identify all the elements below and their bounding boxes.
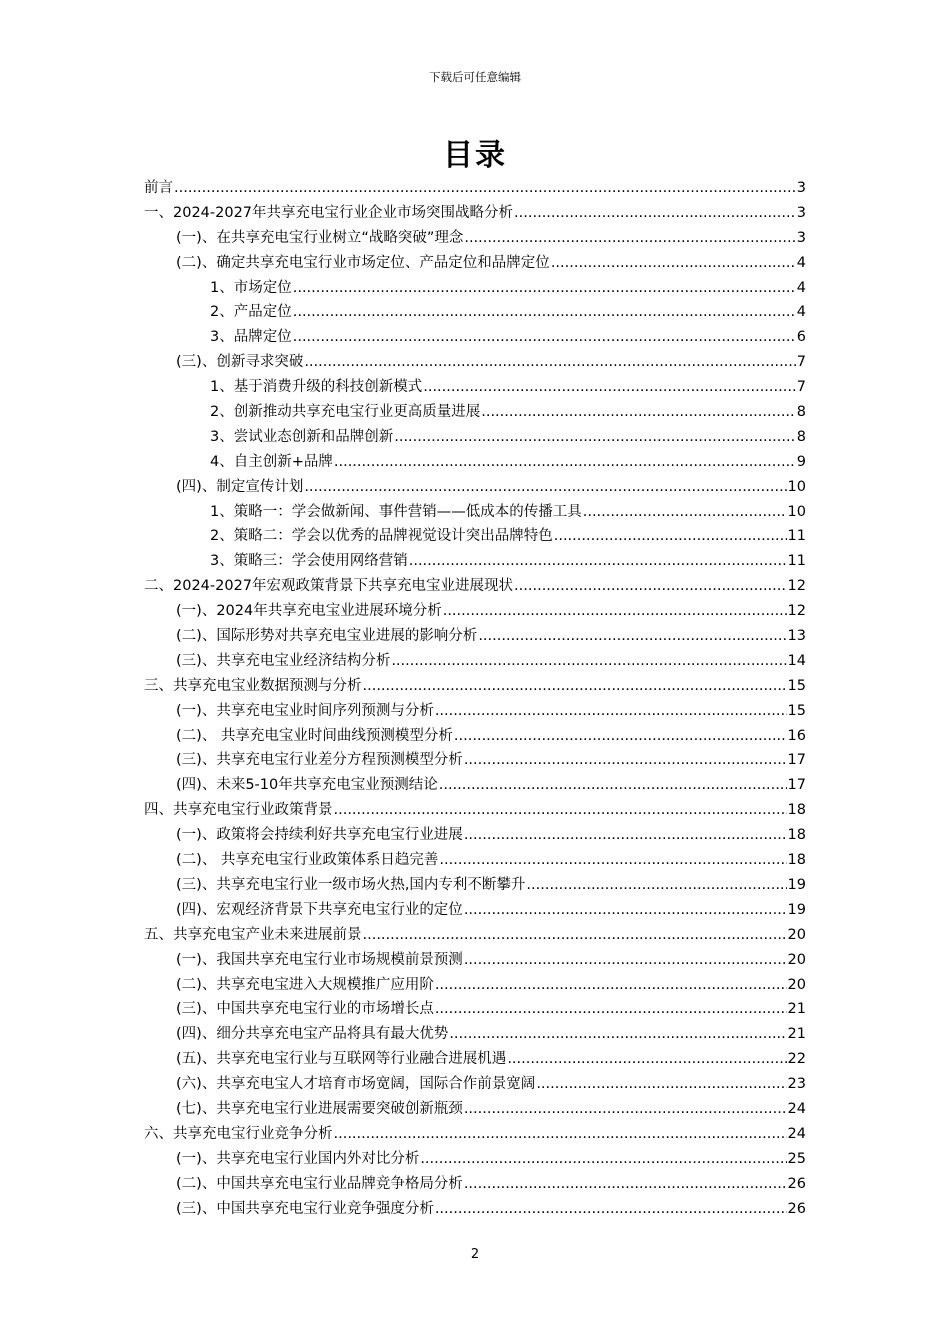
toc-entry-page: 19	[787, 876, 806, 893]
toc-entry-page: 8	[796, 404, 806, 421]
toc-entry[interactable]	[144, 973, 806, 998]
toc-entry-page: 4	[796, 279, 806, 296]
toc-entry[interactable]	[144, 748, 806, 773]
toc-entry[interactable]	[144, 624, 806, 649]
toc-entry-label: (一)、2024年共享充电宝业进展环境分析	[176, 603, 442, 620]
toc-leader-dots	[449, 1026, 786, 1042]
toc-leader-dots	[507, 1051, 786, 1067]
toc-entry-page: 13	[787, 628, 806, 645]
toc-entry-label: 4、自主创新+品牌	[210, 453, 333, 470]
toc-entry-page: 15	[787, 702, 806, 719]
toc-entry-label: (三)、共享充电宝行业差分方程预测模型分析	[176, 752, 463, 769]
toc-leader-dots	[174, 180, 796, 196]
toc-entry[interactable]	[144, 425, 806, 450]
toc-entry[interactable]	[144, 898, 806, 923]
toc-leader-dots	[304, 354, 795, 370]
toc-entry-page: 3	[796, 229, 806, 246]
toc-entry-page: 20	[787, 926, 806, 943]
toc-leader-dots	[394, 429, 796, 445]
toc-entry-label: 前言	[144, 180, 173, 196]
toc-entry-label: 二、2024-2027年宏观政策背景下共享充电宝业进展现状	[144, 578, 514, 595]
toc-leader-dots	[554, 528, 787, 544]
toc-entry-label: (三)、中国共享充电宝行业的市场增长点	[176, 1001, 434, 1018]
toc-entry-label: (七)、共享充电宝行业进展需要突破创新瓶颈	[176, 1100, 463, 1117]
toc-entry[interactable]	[144, 549, 806, 574]
toc-leader-dots	[363, 678, 787, 694]
toc-leader-dots	[464, 827, 787, 843]
toc-entry[interactable]	[144, 500, 806, 525]
toc-entry-page: 18	[787, 802, 806, 819]
toc-entry[interactable]	[144, 773, 806, 798]
page-number: 2	[470, 1247, 480, 1262]
toc-leader-dots	[293, 280, 796, 296]
toc-entry-page: 21	[787, 1026, 806, 1043]
toc-leader-dots	[334, 1126, 787, 1142]
toc-entry[interactable]	[144, 475, 806, 500]
toc-leader-dots	[464, 902, 787, 918]
toc-leader-dots	[464, 952, 787, 968]
toc-entry-label: 2、创新推动共享充电宝行业更高质量进展	[210, 404, 481, 421]
toc-entry[interactable]	[144, 1097, 806, 1122]
toc-entry[interactable]	[144, 848, 806, 873]
toc-entry-page: 20	[787, 951, 806, 968]
toc-entry-label: 2、策略二：学会以优秀的品牌视觉设计突出品牌特色	[210, 528, 553, 545]
toc-entry[interactable]	[144, 400, 806, 425]
toc-entry-page: 17	[787, 752, 806, 769]
toc-entry-label: (二)、 共享充电宝业时间曲线预测模型分析	[176, 727, 453, 744]
toc-entry[interactable]	[144, 350, 806, 375]
toc-entry[interactable]	[144, 798, 806, 823]
toc-leader-dots	[464, 752, 787, 768]
toc-entry[interactable]	[144, 948, 806, 973]
toc-entry-page: 18	[787, 827, 806, 844]
toc-entry[interactable]	[144, 1197, 806, 1222]
toc-entry-page: 4	[796, 254, 806, 271]
toc-leader-dots	[435, 977, 787, 993]
toc-entry-page: 26	[787, 1200, 806, 1217]
toc-entry-page: 25	[787, 1150, 806, 1167]
toc-entry-label: 3、尝试业态创新和品牌创新	[210, 428, 394, 445]
toc-entry[interactable]	[144, 997, 806, 1022]
toc-leader-dots	[514, 578, 787, 594]
toc-entry-label: 四、共享充电宝行业政策背景	[144, 802, 333, 819]
toc-entry-label: (四)、细分共享充电宝产品将具有最大优势	[176, 1026, 449, 1043]
toc-leader-dots	[420, 1151, 786, 1167]
toc-entry-page: 15	[787, 677, 806, 694]
toc-entry-label: 一、2024-2027年共享充电宝行业企业市场突围战略分析	[144, 204, 514, 221]
toc-entry[interactable]	[144, 1047, 806, 1072]
toc-entry-label: (三)、创新寻求突破	[176, 354, 304, 371]
toc-entry[interactable]	[144, 574, 806, 599]
toc-entry-label: (一)、在共享充电宝行业树立“战略突破”理念	[176, 229, 464, 246]
toc-entry[interactable]	[144, 300, 806, 325]
toc-entry-page: 10	[787, 503, 806, 520]
toc-leader-dots	[454, 728, 787, 744]
toc-entry[interactable]	[144, 699, 806, 724]
toc-leader-dots	[304, 479, 786, 495]
toc-entry-page: 6	[796, 329, 806, 346]
toc-leader-dots	[514, 205, 796, 221]
toc-entry-label: (三)、中国共享充电宝行业竞争强度分析	[176, 1200, 434, 1217]
toc-entry-page: 20	[787, 976, 806, 993]
toc-entry-label: 1、策略一：学会做新闻、事件营销——低成本的传播工具	[210, 503, 582, 520]
toc-entry-page: 8	[796, 428, 806, 445]
toc-entry-label: (三)、共享充电宝行业一级市场火热,国内专利不断攀升	[176, 876, 526, 893]
toc-leader-dots	[334, 454, 796, 470]
toc-entry-label: 3、策略三：学会使用网络营销	[210, 553, 408, 570]
toc-entry[interactable]	[144, 524, 806, 549]
toc-entry[interactable]	[144, 873, 806, 898]
toc-entry-page: 3	[796, 204, 806, 221]
toc-entry-label: 三、共享充电宝业数据预测与分析	[144, 677, 362, 694]
toc-entry[interactable]	[144, 674, 806, 699]
toc-leader-dots	[551, 255, 796, 271]
toc-entry-label: (四)、未来5-10年共享充电宝业预测结论	[176, 777, 438, 794]
table-of-contents	[144, 176, 806, 1221]
toc-leader-dots	[443, 603, 787, 619]
toc-leader-dots	[363, 927, 787, 943]
toc-entry[interactable]	[144, 599, 806, 624]
toc-entry-label: (二)、中国共享充电宝行业品牌竞争格局分析	[176, 1175, 463, 1192]
toc-entry-label: 1、基于消费升级的科技创新模式	[210, 379, 423, 396]
toc-entry-label: (一)、政策将会持续利好共享充电宝行业进展	[176, 827, 463, 844]
toc-entry-page: 21	[787, 1001, 806, 1018]
toc-leader-dots	[293, 304, 796, 320]
toc-entry-label: (五)、共享充电宝行业与互联网等行业融合进展机遇	[176, 1051, 507, 1068]
toc-entry-page: 9	[796, 453, 806, 470]
toc-entry-label: (一)、共享充电宝业时间序列预测与分析	[176, 702, 434, 719]
toc-entry-label: 1、市场定位	[210, 279, 292, 296]
toc-leader-dots	[334, 802, 787, 818]
toc-entry-page: 11	[787, 528, 806, 545]
toc-leader-dots	[464, 230, 795, 246]
toc-entry[interactable]	[144, 1072, 806, 1097]
toc-entry-label: (六)、共享充电宝人才培育市场宽阔，国际合作前景宽阔	[176, 1076, 536, 1093]
toc-entry-page: 26	[787, 1175, 806, 1192]
toc-entry[interactable]	[144, 1172, 806, 1197]
toc-entry[interactable]	[144, 375, 806, 400]
toc-entry-page: 16	[787, 727, 806, 744]
toc-entry-label: 五、共享充电宝产业未来进展前景	[144, 926, 362, 943]
toc-entry-page: 3	[796, 180, 806, 196]
toc-entry-label: (四)、宏观经济背景下共享充电宝行业的定位	[176, 901, 463, 918]
toc-leader-dots	[293, 329, 796, 345]
toc-entry-label: (二)、共享充电宝进入大规模推广应用阶	[176, 976, 434, 993]
toc-leader-dots	[409, 553, 787, 569]
toc-leader-dots	[391, 653, 786, 669]
toc-entry[interactable]	[144, 276, 806, 301]
toc-entry-page: 12	[787, 578, 806, 595]
toc-entry[interactable]	[144, 923, 806, 948]
toc-entry-label: 2、产品定位	[210, 304, 292, 321]
toc-entry-label: (二)、确定共享充电宝行业市场定位、产品定位和品牌定位	[176, 254, 550, 271]
toc-entry-page: 24	[787, 1100, 806, 1117]
toc-entry-page: 19	[787, 901, 806, 918]
toc-leader-dots	[423, 379, 796, 395]
toc-entry-label: (四)、制定宣传计划	[176, 478, 304, 495]
toc-leader-dots	[464, 1101, 787, 1117]
toc-entry-page: 17	[787, 777, 806, 794]
toc-entry-label: (一)、共享充电宝行业国内外对比分析	[176, 1150, 420, 1167]
toc-leader-dots	[435, 1201, 787, 1217]
toc-entry-label: (一)、我国共享充电宝行业市场规模前景预测	[176, 951, 463, 968]
toc-entry-label: 六、共享充电宝行业竞争分析	[144, 1125, 333, 1142]
toc-leader-dots	[464, 1176, 787, 1192]
toc-leader-dots	[481, 404, 796, 420]
toc-entry-label: 3、品牌定位	[210, 329, 292, 346]
toc-entry[interactable]	[144, 724, 806, 749]
toc-entry-page: 12	[787, 603, 806, 620]
toc-leader-dots	[478, 628, 786, 644]
toc-entry[interactable]	[144, 649, 806, 674]
toc-leader-dots	[435, 703, 787, 719]
toc-entry-label: (三)、共享充电宝业经济结构分析	[176, 652, 391, 669]
toc-entry-page: 22	[787, 1051, 806, 1068]
toc-entry[interactable]	[144, 325, 806, 350]
header-note: 下载后可任意编辑	[429, 70, 521, 84]
toc-leader-dots	[526, 877, 786, 893]
toc-leader-dots	[583, 504, 787, 520]
toc-entry[interactable]	[144, 1022, 806, 1047]
toc-entry-page: 18	[787, 852, 806, 869]
toc-leader-dots	[435, 1001, 787, 1017]
toc-entry[interactable]	[144, 226, 806, 251]
toc-entry[interactable]	[144, 450, 806, 475]
toc-leader-dots	[439, 852, 786, 868]
toc-entry-page: 4	[796, 304, 806, 321]
toc-entry-label: (二)、国际形势对共享充电宝业进展的影响分析	[176, 628, 478, 645]
toc-leader-dots	[536, 1076, 786, 1092]
toc-entry[interactable]	[144, 201, 806, 226]
toc-entry-page: 11	[787, 553, 806, 570]
toc-entry[interactable]	[144, 176, 806, 201]
toc-entry-page: 10	[787, 478, 806, 495]
toc-entry-page: 14	[787, 652, 806, 669]
toc-entry-page: 7	[796, 354, 806, 371]
toc-leader-dots	[439, 777, 787, 793]
toc-entry[interactable]	[144, 1122, 806, 1147]
toc-entry-page: 7	[796, 379, 806, 396]
toc-entry-label: (二)、 共享充电宝行业政策体系日趋完善	[176, 852, 439, 869]
toc-entry-page: 23	[787, 1076, 806, 1093]
toc-entry[interactable]	[144, 251, 806, 276]
page-title: 目录	[443, 138, 507, 173]
toc-entry-page: 24	[787, 1125, 806, 1142]
toc-entry[interactable]	[144, 1147, 806, 1172]
toc-entry[interactable]	[144, 823, 806, 848]
